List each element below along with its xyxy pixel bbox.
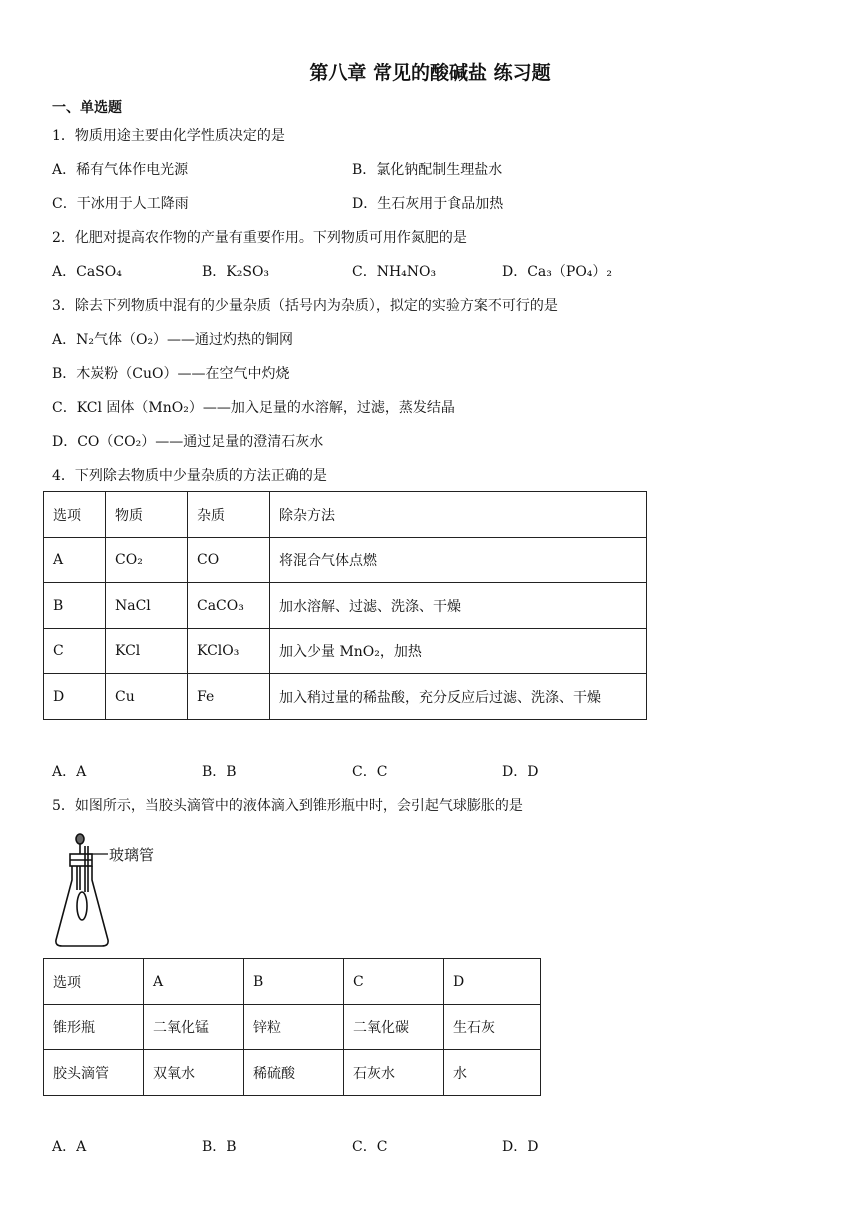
question-3-option-c: C．KCl 固体（MnO₂）——加入足量的水溶解，过滤，蒸发结晶 — [52, 400, 455, 416]
table-cell: 锥形瓶 — [44, 1005, 144, 1050]
table-cell: 选项 — [44, 959, 144, 1005]
table-cell: 除杂方法 — [270, 492, 647, 538]
question-1-option-b: B．氯化钠配制生理盐水 — [352, 162, 503, 178]
question-3-option-b: B．木炭粉（CuO）——在空气中灼烧 — [52, 366, 290, 382]
table-cell: 胶头滴管 — [44, 1050, 144, 1096]
table-row — [44, 538, 647, 583]
table-row — [44, 959, 541, 1005]
table-cell: 加水溶解、过滤、洗涤、干燥 — [270, 583, 647, 629]
table-cell: A — [44, 538, 106, 583]
table-cell: C — [344, 959, 444, 1005]
question-5-table — [43, 958, 541, 1096]
table-cell: 二氧化锰 — [144, 1005, 244, 1050]
table-cell: 水 — [444, 1050, 541, 1096]
table-cell: D — [444, 959, 541, 1005]
table-cell: 加入少量 MnO₂，加热 — [270, 629, 647, 674]
table-cell: CO — [188, 538, 270, 583]
table-row — [44, 492, 647, 538]
question-4-option-c: C．C — [352, 764, 388, 780]
table-row — [44, 674, 647, 720]
table-cell: CaCO₃ — [188, 583, 270, 629]
question-3-stem: 3．除去下列物质中混有的少量杂质（括号内为杂质），拟定的实验方案不可行的是 — [52, 298, 558, 314]
question-1-stem: 1．物质用途主要由化学性质决定的是 — [52, 128, 285, 144]
table-cell: 加入稍过量的稀盐酸，充分反应后过滤、洗涤、干燥 — [270, 674, 647, 720]
question-3-option-a: A．N₂气体（O₂）——通过灼热的铜网 — [52, 332, 294, 348]
question-3-option-d: D．CO（CO₂）——通过足量的澄清石灰水 — [52, 434, 324, 450]
table-cell: KCl — [106, 629, 188, 674]
table-cell: 将混合气体点燃 — [270, 538, 647, 583]
table-row — [44, 583, 647, 629]
table-cell: 二氧化碳 — [344, 1005, 444, 1050]
table-cell: A — [144, 959, 244, 1005]
question-5-option-d: D．D — [502, 1139, 539, 1155]
table-cell: 物质 — [106, 492, 188, 538]
table-row — [44, 1050, 541, 1096]
question-2-option-d: D．Ca₃（PO₄）₂ — [502, 264, 613, 280]
table-cell: 石灰水 — [344, 1050, 444, 1096]
question-4-option-b: B．B — [202, 764, 237, 780]
table-cell: NaCl — [106, 583, 188, 629]
page-title: 第八章 常见的酸碱盐 练习题 — [309, 62, 551, 84]
table-cell: CO₂ — [106, 538, 188, 583]
question-2-option-c: C．NH₄NO₃ — [352, 264, 437, 280]
section-heading: 一、单选题 — [52, 100, 122, 116]
question-5-option-b: B．B — [202, 1139, 237, 1155]
table-cell: Cu — [106, 674, 188, 720]
table-cell: C — [44, 629, 106, 674]
table-cell: KClO₃ — [188, 629, 270, 674]
question-4-table — [43, 491, 647, 720]
table-cell: 锌粒 — [244, 1005, 344, 1050]
table-cell: B — [44, 583, 106, 629]
question-1-option-a: A．稀有气体作电光源 — [52, 162, 189, 178]
question-5-stem: 5．如图所示，当胶头滴管中的液体滴入到锥形瓶中时，会引起气球膨胀的是 — [52, 798, 523, 814]
table-cell: 选项 — [44, 492, 106, 538]
question-4-stem: 4．下列除去物质中少量杂质的方法正确的是 — [52, 468, 327, 484]
question-2-stem: 2．化肥对提高农作物的产量有重要作用。下列物质可用作氮肥的是 — [52, 230, 467, 246]
question-4-option-a: A．A — [52, 764, 87, 780]
table-row — [44, 629, 647, 674]
flask-apparatus-figure — [52, 832, 182, 952]
question-4-option-d: D．D — [502, 764, 539, 780]
glass-tube-label: 玻璃管 — [109, 846, 155, 864]
table-cell: D — [44, 674, 106, 720]
table-cell: Fe — [188, 674, 270, 720]
table-cell: 生石灰 — [444, 1005, 541, 1050]
table-cell: 稀硫酸 — [244, 1050, 344, 1096]
question-5-option-c: C．C — [352, 1139, 388, 1155]
question-2-option-a: A．CaSO₄ — [52, 264, 122, 280]
question-2-option-b: B．K₂SO₃ — [202, 264, 270, 280]
question-1-option-c: C．干冰用于人工降雨 — [52, 196, 189, 212]
table-cell: B — [244, 959, 344, 1005]
table-cell: 双氧水 — [144, 1050, 244, 1096]
question-1-option-d: D．生石灰用于食品加热 — [352, 196, 504, 212]
question-5-option-a: A．A — [52, 1139, 87, 1155]
table-cell: 杂质 — [188, 492, 270, 538]
table-row — [44, 1005, 541, 1050]
